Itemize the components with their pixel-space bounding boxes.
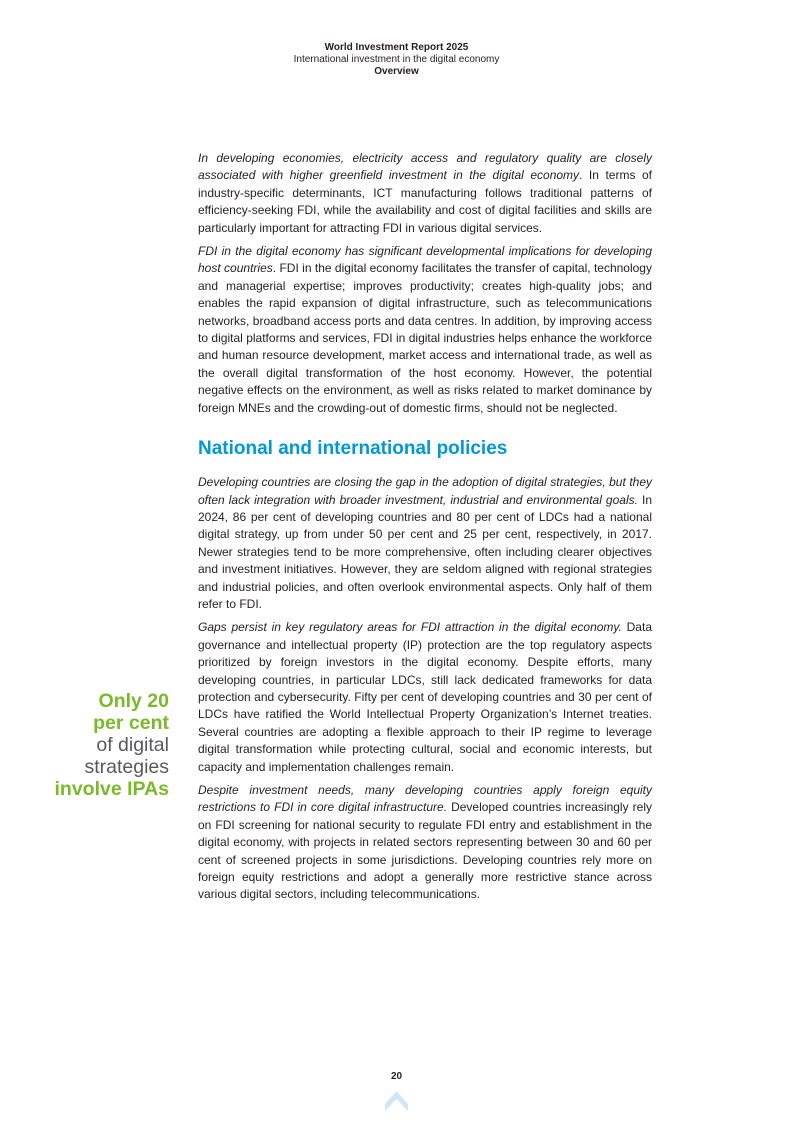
paragraph-lead: Gaps persist in key regulatory areas for FDI attraction in the digital economy.	[198, 620, 622, 635]
page-number: 20	[390, 1071, 403, 1082]
paragraph-regulatory-gaps	[198, 619, 652, 776]
paragraph-equity-restrictions	[198, 782, 652, 904]
callout-line: involve IPAs	[54, 778, 169, 800]
paragraph-body: Developed countries increasingly rely on FDI screening for national security to regulate FDI entry and establishment in the digital economy, with projects in related sectors representing between 30 and 60 per cent of screened projects in some jurisdictions. Developing countries rely more on foreign equity restrictions and adopt a generally more restrictive stance across various digital sectors, including telecommunications.	[198, 800, 652, 902]
callout-line: per cent	[93, 712, 169, 734]
paragraph-lead: Despite investment needs, many developing countries apply foreign equity restrictions to FDI in core digital infrastructure.	[198, 783, 652, 815]
pull-quote-callout	[54, 690, 169, 800]
report-subtitle: International investment in the digital economy	[293, 54, 500, 65]
report-section: Overview	[374, 66, 419, 77]
up-arrow-shape	[385, 1091, 408, 1111]
paragraph-body: . FDI in the digital economy facilitates the transfer of capital, technology and managerial expertise; improves productivity; creates high-quality jobs; and enables the rapid expansion of digital infrastructure, such as telecommunications networks, broadband access ports and data centres. In addition, by improving access to digital platforms and services, FDI in digital industries helps enhance the workforce and human resource development, market access and international trade, as well as the overall digital transformation of the host economy. However, the potential negative effects on the environment, as well as risks related to market dominance by foreign MNEs and the crowding-out of domestic firms, should not be neglected.	[198, 261, 652, 415]
paragraph-developmental-implications	[198, 243, 652, 417]
paragraph-body: . In terms of industry-specific determinants, ICT manufacturing follows traditional patterns of efficiency-seeking FDI, while the availability and cost of digital facilities and skills are particularly important for attracting FDI in various digital services.	[198, 168, 652, 235]
paragraph-electricity-access	[198, 150, 652, 237]
callout-line: of digital	[96, 734, 169, 756]
paragraph-body: In 2024, 86 per cent of developing countries and 80 per cent of LDCs had a national digital strategy, up from under 50 per cent and 25 per cent, respectively, in 2017. Newer strategies tend to be more comprehensive, often including clearer objectives and investment initiatives. However, they are seldom aligned with regional strategies and industrial policies, and often overlook environmental aspects. Only half of them refer to FDI.	[198, 492, 653, 611]
paragraph-lead: FDI in the digital economy has significant developmental implications for developing host countries	[198, 244, 652, 276]
running-header	[0, 42, 793, 78]
paragraph-lead: Developing countries are closing the gap in the adoption of digital strategies, but they often lack integration with broader investment, industrial and environmental goals.	[198, 475, 652, 507]
callout-line: Only 20	[98, 690, 169, 712]
up-arrow-icon[interactable]	[384, 1090, 409, 1112]
section-heading: National and international policies	[198, 438, 508, 460]
report-title: World Investment Report 2025	[324, 42, 469, 53]
callout-line: strategies	[84, 756, 169, 778]
paragraph-digital-strategies	[198, 474, 652, 613]
paragraph-lead: In developing economies, electricity access and regulatory quality are closely associated with higher greenfield investment in the digital economy	[198, 151, 652, 183]
paragraph-body: Data governance and intellectual property (IP) protection are the top regulatory aspects prioritized by foreign investors in the digital economy. Despite efforts, many developing countries, in particular LDCs, still lack dedicated frameworks for data protection and cybersecurity. Fifty per cent of developing countries and 30 per cent of LDCs have ratified the World Intellectual Property Organization’s Internet treaties. Several countries are adopting a flexible approach to their IP regime to leverage digital transformation while protecting cultural, social and economic interests, but capacity and implementation challenges remain.	[198, 620, 652, 774]
main-content	[198, 150, 652, 910]
